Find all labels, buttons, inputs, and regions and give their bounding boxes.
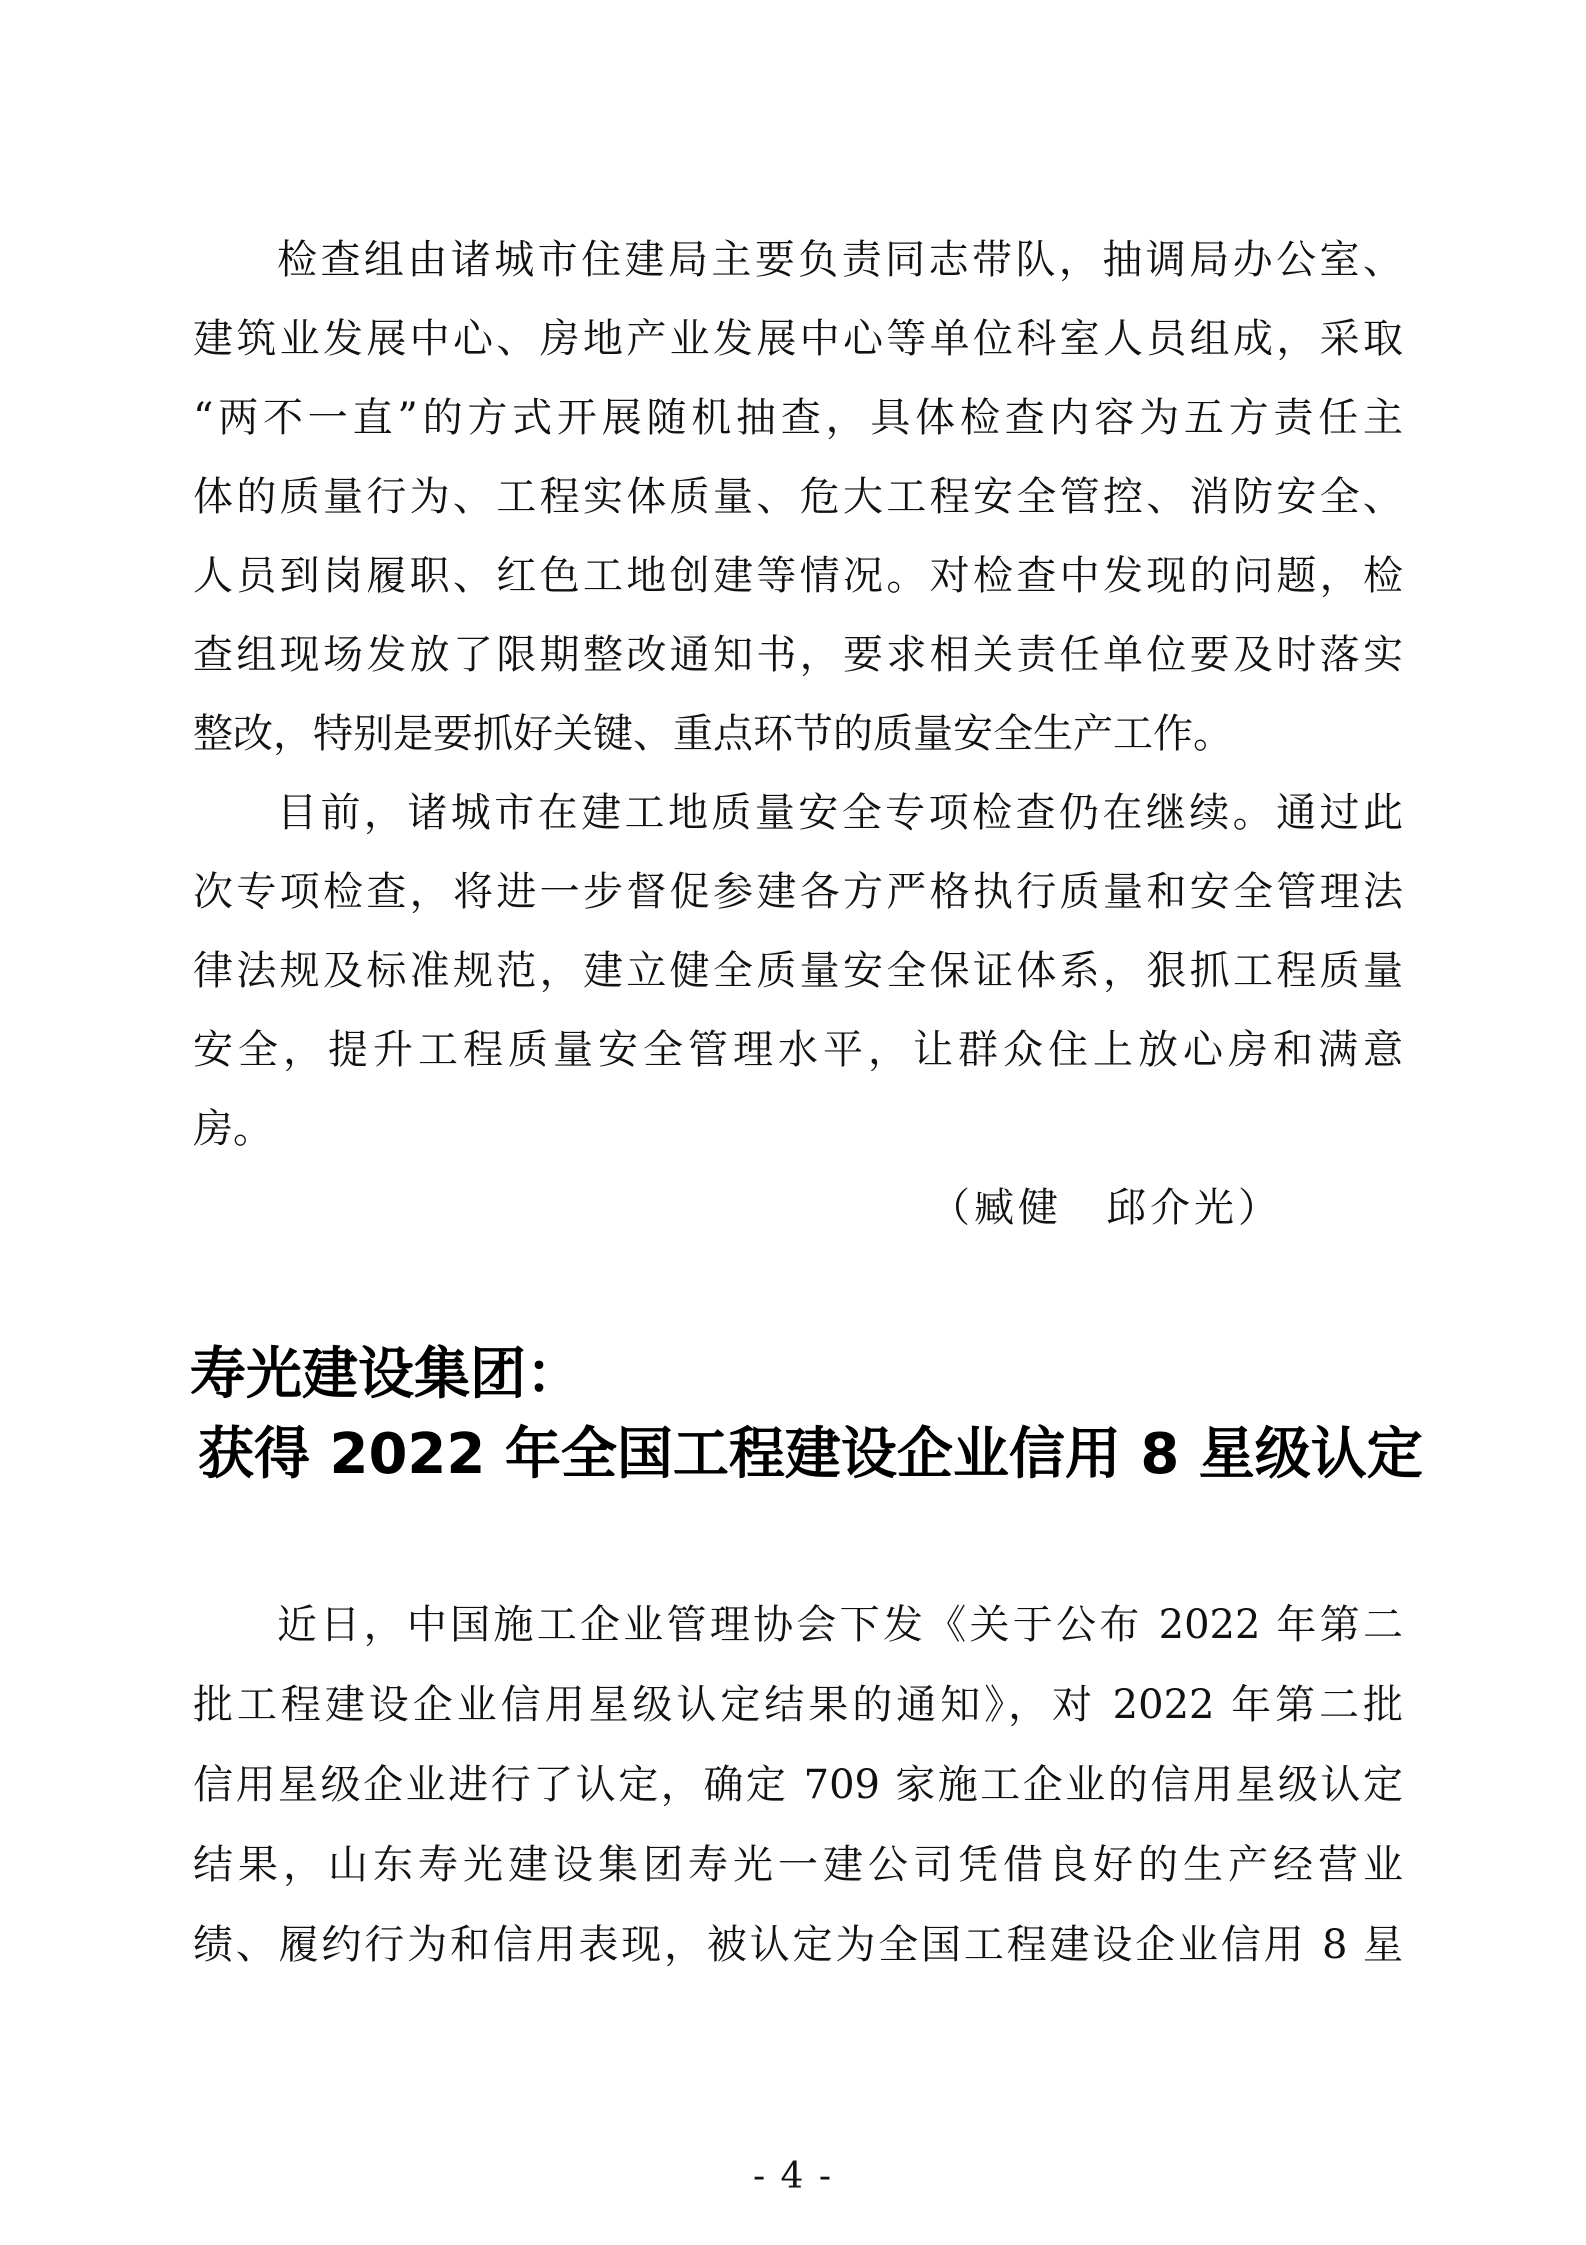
paragraph-line: 检查组由诸城市住建局主要负责同志带队，抽调局办公室、 bbox=[277, 237, 1403, 283]
page-number: - 4 - bbox=[752, 2156, 834, 2197]
paragraph-line: 律法规及标准规范，建立健全质量安全保证体系，狠抓工程质量 bbox=[193, 948, 1403, 994]
paragraph-line: 目前，诸城市在建工地质量安全专项检查仍在继续。通过此 bbox=[277, 790, 1403, 836]
paragraph-line: 信用星级企业进行了认定，确定 709 家施工企业的信用星级认定 bbox=[193, 1762, 1403, 1808]
paragraph-line: 安全，提升工程质量安全管理水平，让群众住上放心房和满意 bbox=[193, 1027, 1403, 1073]
paragraph-line: 建筑业发展中心、房地产业发展中心等单位科室人员组成，采取 bbox=[193, 316, 1403, 362]
paragraph-line: 近日，中国施工企业管理协会下发《关于公布 2022 年第二 bbox=[277, 1602, 1403, 1648]
paragraph-line: 体的质量行为、工程实体质量、危大工程安全管控、消防安全、 bbox=[193, 474, 1403, 520]
paragraph-line: 次专项检查，将进一步督促参建各方严格执行质量和安全管理法 bbox=[193, 869, 1403, 915]
paragraph-line: 批工程建设企业信用星级认定结果的通知》，对 2022 年第二批 bbox=[193, 1682, 1403, 1728]
article-title-line-1: 寿光建设集团： bbox=[190, 1342, 582, 1407]
article-title-line-2: 获得 2022 年全国工程建设企业信用 8 星级认定 bbox=[198, 1422, 1423, 1487]
paragraph-line: 绩、履约行为和信用表现，被认定为全国工程建设企业信用 8 星 bbox=[193, 1922, 1403, 1968]
paragraph-line: 整改，特别是要抓好关键、重点环节的质量安全生产工作。 bbox=[193, 711, 1233, 757]
paragraph-line: 房。 bbox=[193, 1106, 273, 1152]
paragraph-line: 查组现场发放了限期整改通知书，要求相关责任单位要及时落实 bbox=[193, 632, 1403, 678]
paragraph-line: 结果，山东寿光建设集团寿光一建公司凭借良好的生产经营业 bbox=[193, 1842, 1403, 1888]
paragraph-line: 人员到岗履职、红色工地创建等情况。对检查中发现的问题，检 bbox=[193, 553, 1403, 599]
author-byline: （臧健 邱介光） bbox=[930, 1185, 1282, 1231]
paragraph-line: “两不一直”的方式开展随机抽查，具体检查内容为五方责任主 bbox=[193, 395, 1403, 441]
